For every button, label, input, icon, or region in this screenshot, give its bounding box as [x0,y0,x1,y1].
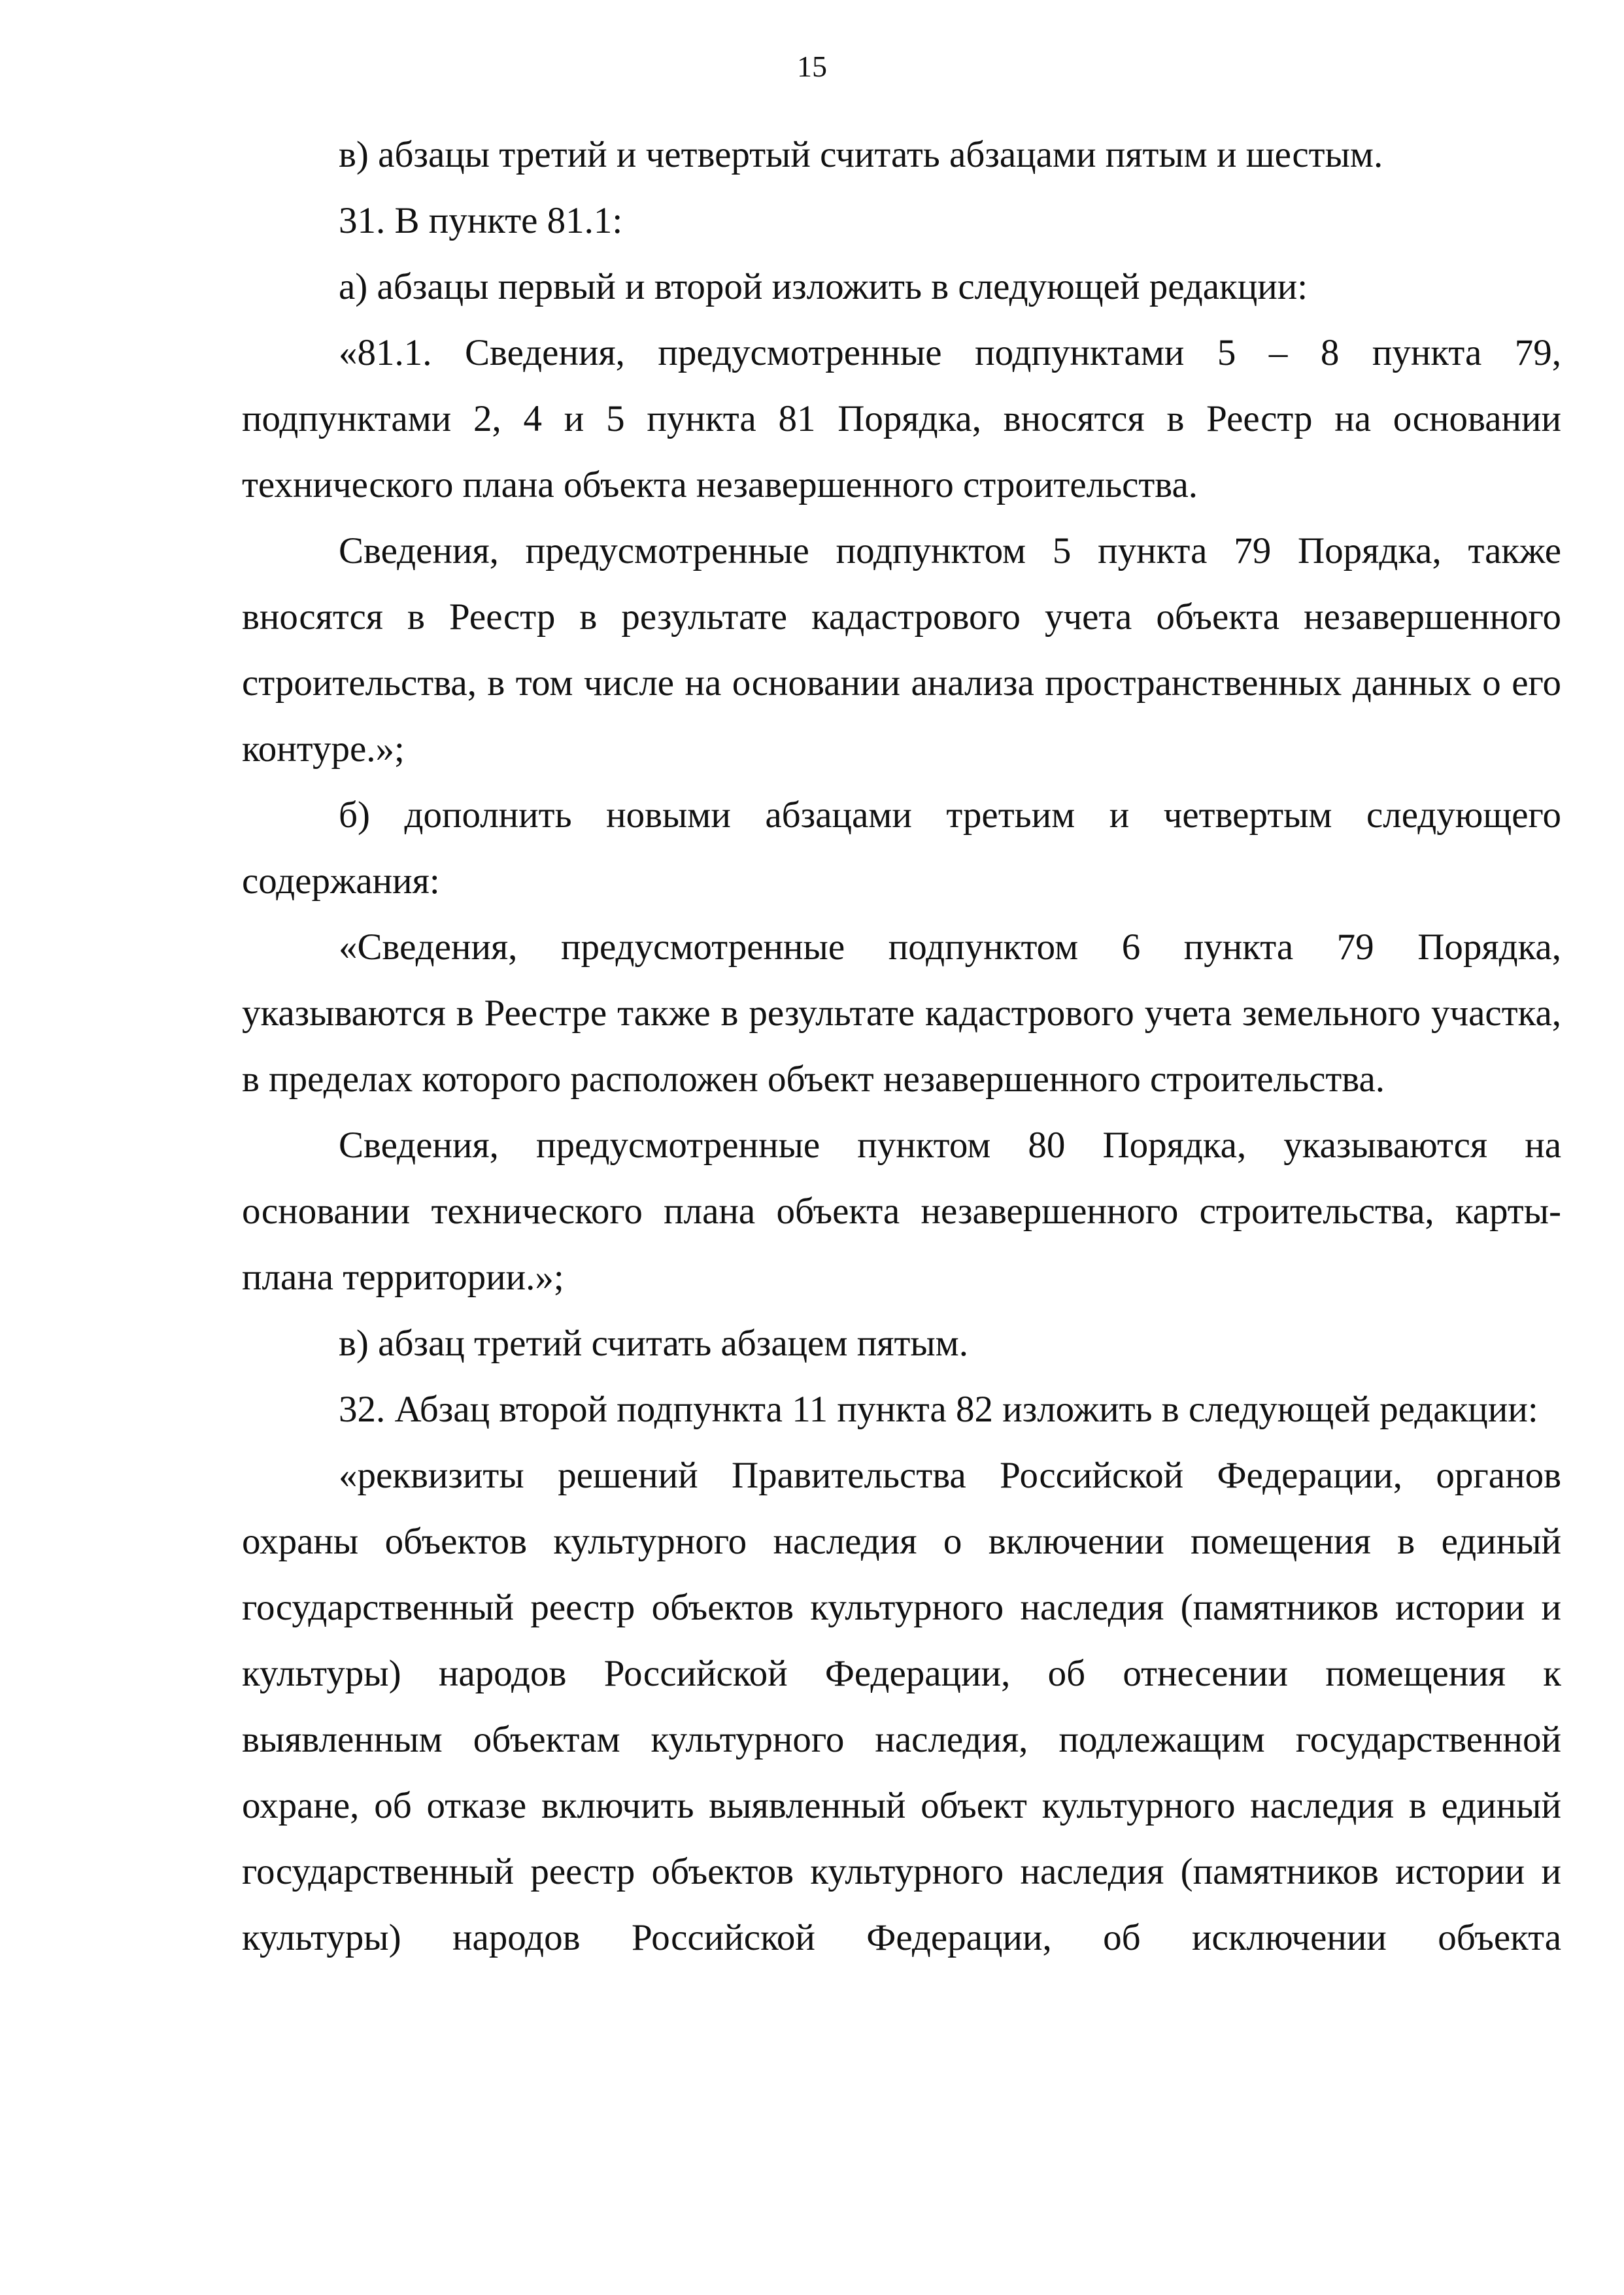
paragraph-81-1-first: «81.1. Сведения, предусмотренные подпунктами 5 – 8 пункта 79, подпунктами 2, 4 и 5 пункта 81 Порядка, вносятся в Реестр на основании технического плана объекта незавершенного строительства. [242,332,1561,505]
paragraph-requisites-quote: «реквизиты решений Правительства Российской Федерации, органов охраны объектов культурного наследия о включении помещения в единый государственный реестр объектов культурного наследия (памятников истории и культуры) народов Российской Федерации, об отнесении помещения к выявленным объектам культурного наследия, подлежащим государственной охране, об отказе включить выявленный объект культурного наследия в единый государственный реестр объектов культурного наследия (памятников истории и культуры) народов Российской Федерации, об исключении объекта [242,1455,1561,1958]
paragraph-subitem-a: а) абзацы первый и второй изложить в следующей редакции: [339,266,1308,307]
paragraph-subitem-v: в) абзац третий считать абзацем пятым. [339,1323,968,1364]
paragraph-new-third: «Сведения, предусмотренные подпунктом 6 пункта 79 Порядка, указываются в Реестре также в результате кадастрового учета земельного участка, в пределах которого расположен объект незавершенного строительства. [242,926,1561,1100]
paragraph-81-1-second: Сведения, предусмотренные подпунктом 5 пункта 79 Порядка, также вносятся в Реестр в результате кадастрового учета объекта незавершенного строительства, в том числе на основании анализа пространственных данных о его контуре.»; [242,530,1561,770]
paragraph-item-32: 32. Абзац второй подпункта 11 пункта 82 изложить в следующей редакции: [339,1389,1538,1430]
document-body [242,122,1561,1971]
paragraph-subitem-b: б) дополнить новыми абзацами третьим и четвертым следующего содержания: [242,794,1561,902]
paragraph-item-31: 31. В пункте 81.1: [339,200,623,241]
paragraph-v-renumber: в) абзацы третий и четвертый считать абзацами пятым и шестым. [339,134,1383,175]
page-number: 15 [797,50,827,83]
paragraph-new-fourth: Сведения, предусмотренные пунктом 80 Порядка, указываются на основании технического плана объекта незавершенного строительства, карты-плана территории.»; [242,1125,1561,1298]
